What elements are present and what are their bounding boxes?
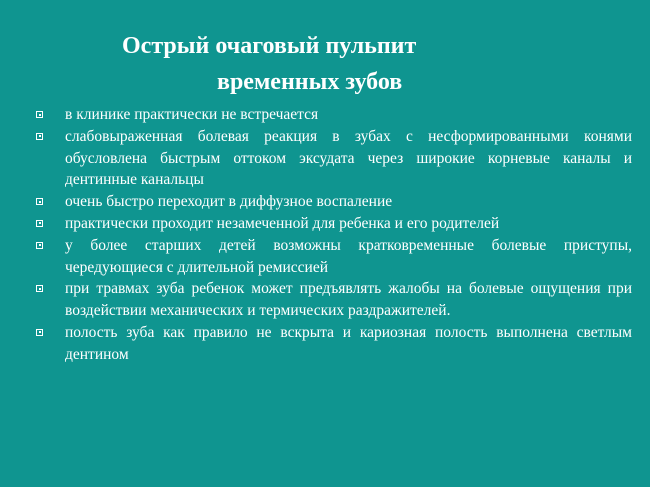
bullet-list: [36, 104, 632, 366]
bullet-text: слабовыраженная болевая реакция в зубах с несформированными конями обусловлена быстрым оттоком эксудата через широкие корневые каналы и дентинные канальцы: [65, 127, 632, 189]
bullet-text: очень быстро переходит в диффузное воспаление: [65, 193, 393, 211]
square-bullet-icon: [36, 329, 43, 336]
square-bullet-icon: [36, 242, 43, 249]
square-bullet-icon: [36, 285, 43, 292]
bullet-text: полость зуба как правило не вскрыта и кариозная полость выполнена светлым дентином: [65, 323, 632, 363]
square-bullet-icon: [36, 111, 43, 118]
bullet-item: [36, 322, 632, 366]
bullet-text: у более старших детей возможны кратковременные болевые приступы, чередующиеся с длительной ремиссией: [65, 236, 632, 276]
bullet-item: [36, 126, 632, 191]
bullet-item: [36, 278, 632, 322]
bullet-item: [36, 235, 632, 279]
bullet-text: практически проходит незамеченной для ребенка и его родителей: [65, 214, 500, 232]
slide-title: [0, 28, 650, 100]
title-line-1: Острый очаговый пульпит: [122, 33, 417, 59]
square-bullet-icon: [36, 133, 43, 140]
bullet-text: в клинике практически не встречается: [65, 106, 319, 123]
title-line-2: временных зубов: [217, 69, 403, 95]
bullet-item: [36, 213, 632, 235]
square-bullet-icon: [36, 220, 43, 227]
bullet-item: [36, 191, 632, 213]
bullet-item: [36, 104, 632, 126]
bullet-text: при травмах зуба ребенок может предъявлять жалобы на болевые ощущения при воздействии механических и термических раздражителей.: [65, 280, 632, 320]
square-bullet-icon: [36, 198, 43, 205]
